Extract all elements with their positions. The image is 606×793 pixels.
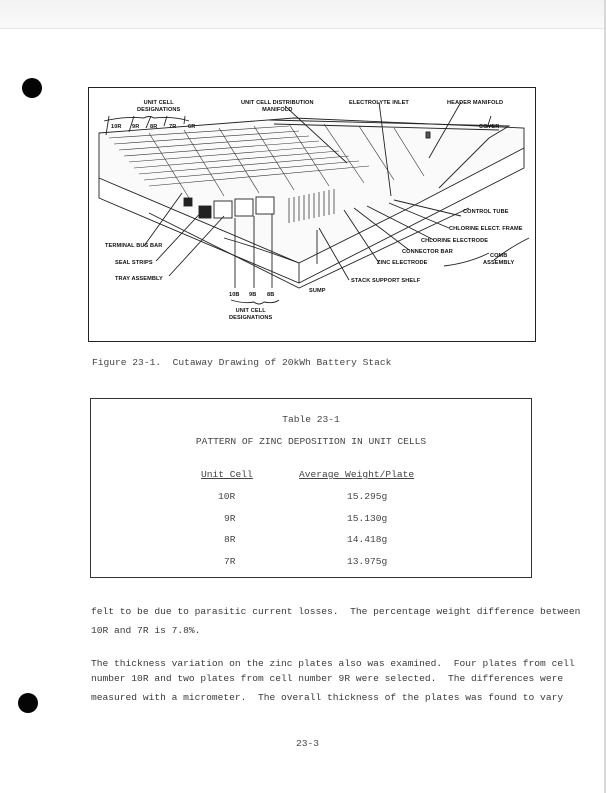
label-cell-10b: 10B xyxy=(229,292,240,298)
label-zinc-electrode: ZINC ELECTRODE xyxy=(377,260,428,266)
label-tray-assembly: TRAY ASSEMBLY xyxy=(115,276,163,282)
punch-hole-bottom xyxy=(18,693,38,713)
table-cell-unit: 8R xyxy=(224,534,236,545)
table-cell-weight: 13.975g xyxy=(347,556,388,567)
label-cell-7r: 7R xyxy=(169,124,177,130)
column-header-average-weight: Average Weight/Plate xyxy=(299,469,415,480)
column-header-unit-cell: Unit Cell xyxy=(201,469,253,480)
label-unit-cell-designations-bottom: UNIT CELL DESIGNATIONS xyxy=(229,308,273,321)
label-unit-cell-designations-top: UNIT CELL DESIGNATIONS xyxy=(137,100,181,113)
punch-hole-top xyxy=(22,78,42,98)
label-cell-9r: 9R xyxy=(132,124,140,130)
label-stack-support-shelf: STACK SUPPORT SHELF xyxy=(351,278,421,284)
table-number: Table 23-1 xyxy=(282,414,340,425)
label-distribution-manifold: UNIT CELL DISTRIBUTION MANIFOLD xyxy=(241,100,314,113)
label-header-manifold: HEADER MANIFOLD xyxy=(447,100,504,106)
table-cell-unit: 9R xyxy=(224,513,236,524)
label-control-tube: CONTROL TUBE xyxy=(463,209,509,215)
table-title: PATTERN OF ZINC DEPOSITION IN UNIT CELLS xyxy=(195,436,427,447)
label-electrolyte-inlet: ELECTROLYTE INLET xyxy=(349,100,409,106)
table-cell-unit: 7R xyxy=(224,556,236,567)
scanned-page-top-edge xyxy=(0,0,606,29)
figure-cutaway-drawing xyxy=(88,87,536,342)
table-cell-weight: 14.418g xyxy=(347,534,388,545)
label-terminal-bus-bar: TERMINAL BUS BAR xyxy=(105,243,163,249)
paragraph-parasitic-losses: felt to be due to parasitic current losses. The percentage weight difference between 10R and 7R is 7.8%. xyxy=(91,606,581,636)
table-cell-weight: 15.130g xyxy=(347,513,388,524)
figure-caption: Figure 23-1. Cutaway Drawing of 20kWh Battery Stack xyxy=(92,357,392,368)
label-cell-10r: 10R xyxy=(111,124,122,130)
label-cell-9b: 9B xyxy=(249,292,257,298)
table-cell-unit: 10R xyxy=(218,491,236,502)
paragraph-thickness-variation: The thickness variation on the zinc plates also was examined. Four plates from cell number 10R and two plates from cell number 9R were selected. The differences were measured with a micrometer. The overall thickness of the plates was found to vary xyxy=(91,658,575,703)
label-chlorine-elect-frame: CHLORINE ELECT. FRAME xyxy=(449,226,523,232)
label-comb-assembly: COMB ASSEMBLY xyxy=(483,253,515,266)
label-connector-bar: CONNECTOR BAR xyxy=(402,249,453,255)
label-cover: COVER xyxy=(479,124,500,130)
label-cell-8b: 8B xyxy=(267,292,275,298)
label-cell-6r: 6R xyxy=(188,124,196,130)
table-zinc-deposition xyxy=(90,398,532,578)
label-cell-8r: 8R xyxy=(150,124,158,130)
page-number: 23-3 xyxy=(296,738,320,749)
label-chlorine-electrode: CHLORINE ELECTRODE xyxy=(421,238,489,244)
label-seal-strips: SEAL STRIPS xyxy=(115,260,153,266)
label-sump: SUMP xyxy=(309,288,326,294)
table-cell-weight: 15.295g xyxy=(347,491,388,502)
